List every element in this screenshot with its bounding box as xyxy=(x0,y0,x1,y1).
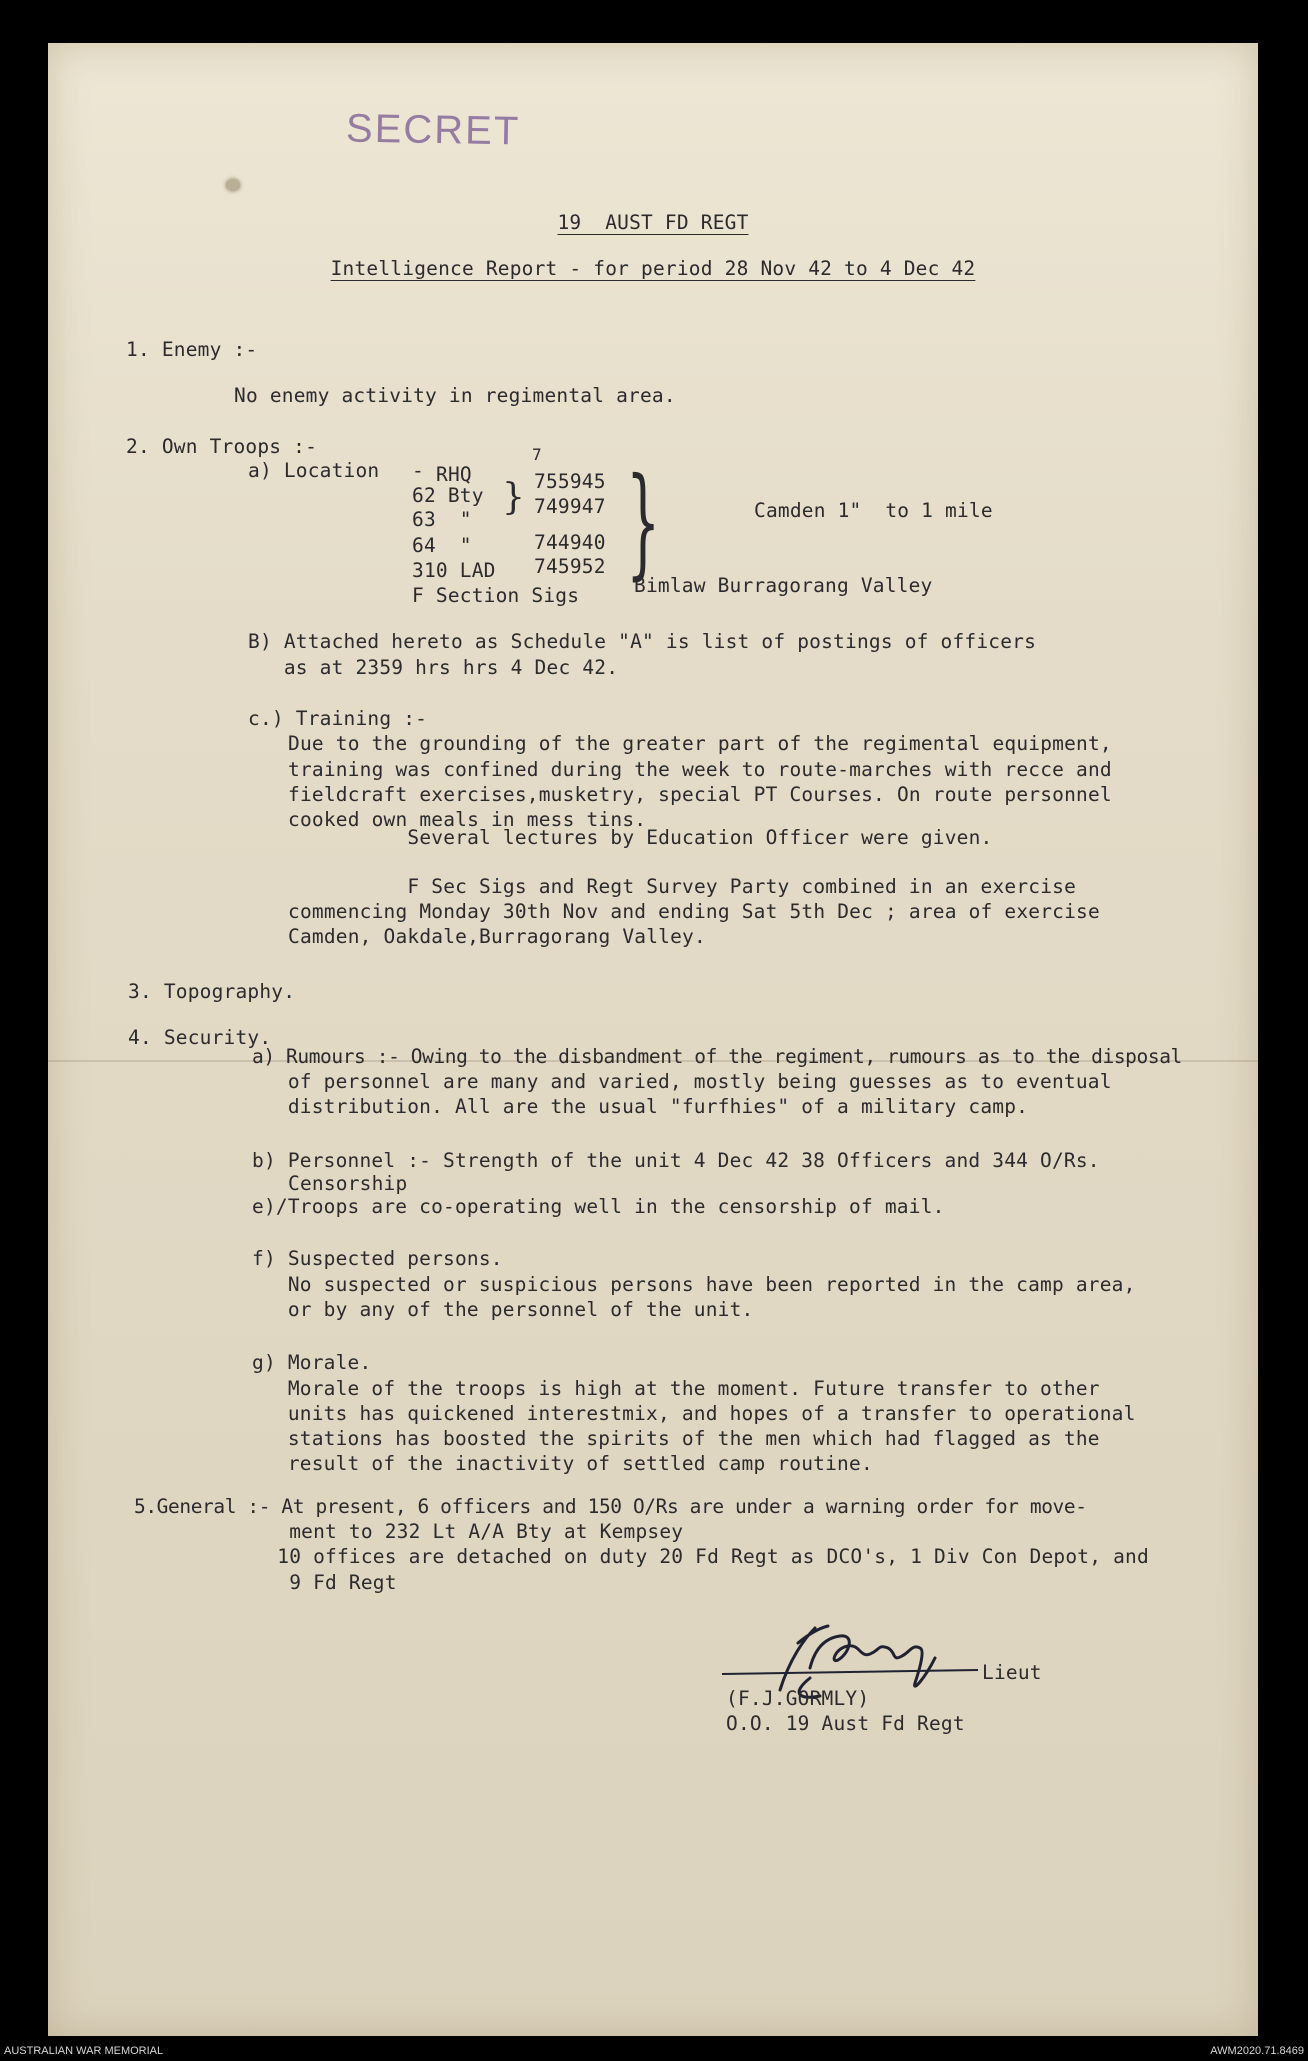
unit-name: 63 " xyxy=(412,508,472,531)
censorship-label: Censorship xyxy=(288,1172,408,1195)
general-line: 9 Fd Regt xyxy=(134,1571,397,1594)
unit-name: 64 " xyxy=(412,534,472,557)
general-line: 5.General :- At present, 6 officers and 150 O/Rs are under a warning order for move- xyxy=(134,1495,1087,1518)
unit-name: 310 LAD xyxy=(412,559,496,582)
report-title: Intelligence Report - for period 28 Nov 42 to 4 Dec 42 xyxy=(330,257,976,280)
postings-line-1: B) Attached hereto as Schedule "A" is list of postings of officers xyxy=(248,630,1037,653)
training-line: Several lectures by Education Officer were given. xyxy=(288,826,993,849)
section-own-troops-label: 2. Own Troops :- xyxy=(126,435,318,458)
censorship-line: e)/Troops are co-operating well in the censorship of mail. xyxy=(252,1195,945,1218)
exercise-line: Camden, Oakdale,Burragorang Valley. xyxy=(288,925,706,948)
suspected-line: or by any of the personnel of the unit. xyxy=(252,1298,754,1321)
rumours-line: of personnel are many and varied, mostly being guesses as to eventual xyxy=(252,1070,1112,1093)
training-line: fieldcraft exercises,musketry, special PT Courses. On route personnel xyxy=(288,783,1112,806)
suspected-line: f) Suspected persons. xyxy=(252,1247,503,1270)
small-brace: } xyxy=(502,477,525,518)
location-dash: - xyxy=(412,459,424,482)
unit-ref: 745952 xyxy=(534,555,606,578)
unit-name: F Section Sigs xyxy=(412,584,580,607)
section-security-label: 4. Security. xyxy=(128,1026,272,1049)
section-topography-label: 3. Topography. xyxy=(128,980,296,1003)
unit-name: 62 Bty xyxy=(412,484,484,507)
signature-rank: Lieut xyxy=(982,1661,1042,1684)
unit-ref: 749947 xyxy=(534,495,606,518)
footer-accession-number: AWM2020.71.8469 xyxy=(1210,2045,1304,2057)
exercise-line: commencing Monday 30th Nov and ending Sat 5th Dec ; area of exercise xyxy=(288,900,1100,923)
section-enemy-text: No enemy activity in regimental area. xyxy=(234,384,676,407)
rumours-line: a) Rumours :- Owing to the disbandment of the regiment, rumours as to the disposal xyxy=(252,1045,1182,1068)
personnel-line: b) Personnel :- Strength of the unit 4 Dec 42 38 Officers and 344 O/Rs. xyxy=(252,1149,1100,1172)
footer-institution: AUSTRALIAN WAR MEMORIAL xyxy=(4,2045,164,2057)
training-line: cooked own meals in mess tins. xyxy=(288,808,647,831)
paper-hole xyxy=(226,179,240,191)
morale-line: Morale of the troops is high at the moment. Future transfer to other xyxy=(252,1377,1100,1400)
signature-name: (F.J.GORMLY) xyxy=(726,1687,870,1710)
training-line: Due to the grounding of the greater part of the regimental equipment, xyxy=(288,732,1112,755)
general-line: ment to 232 Lt A/A Bty at Kempsey xyxy=(134,1520,684,1543)
morale-line: g) Morale. xyxy=(252,1351,372,1374)
morale-line: stations has boosted the spirits of the men which had flagged as the xyxy=(252,1427,1100,1450)
morale-line: units has quickened interestmix, and hopes of a transfer to operational xyxy=(252,1402,1136,1425)
unit-ref: 755945 xyxy=(534,470,606,493)
suspected-line: No suspected or suspicious persons have been reported in the camp area, xyxy=(252,1273,1136,1296)
bimlaw-location: Bimlaw Burragorang Valley xyxy=(634,574,933,597)
unit-name: RHQ xyxy=(436,463,472,486)
postings-line-2: as at 2359 hrs hrs 4 Dec 42. xyxy=(248,656,619,679)
large-brace: } xyxy=(626,453,661,592)
grid-prefix: 7 xyxy=(532,445,542,464)
map-reference: Camden 1" to 1 mile xyxy=(754,499,993,522)
secret-stamp: SECRET xyxy=(345,106,521,154)
unit-heading: 19 AUST FD REGT xyxy=(557,211,749,234)
rumours-line: distribution. All are the usual "furfhies" of a military camp. xyxy=(252,1095,1029,1118)
training-line: training was confined during the week to route-marches with recce and xyxy=(288,758,1112,781)
exercise-line: F Sec Sigs and Regt Survey Party combined in an exercise xyxy=(288,875,1077,898)
location-label: a) Location xyxy=(248,459,380,482)
morale-line: result of the inactivity of settled camp routine. xyxy=(252,1452,873,1475)
general-line: 10 offices are detached on duty 20 Fd Regt as DCO's, 1 Div Con Depot, and xyxy=(134,1545,1149,1568)
training-label: c.) Training :- xyxy=(248,707,428,730)
unit-ref: 744940 xyxy=(534,531,606,554)
section-enemy-label: 1. Enemy :- xyxy=(126,338,258,361)
signature-position: O.O. 19 Aust Fd Regt xyxy=(726,1712,965,1735)
